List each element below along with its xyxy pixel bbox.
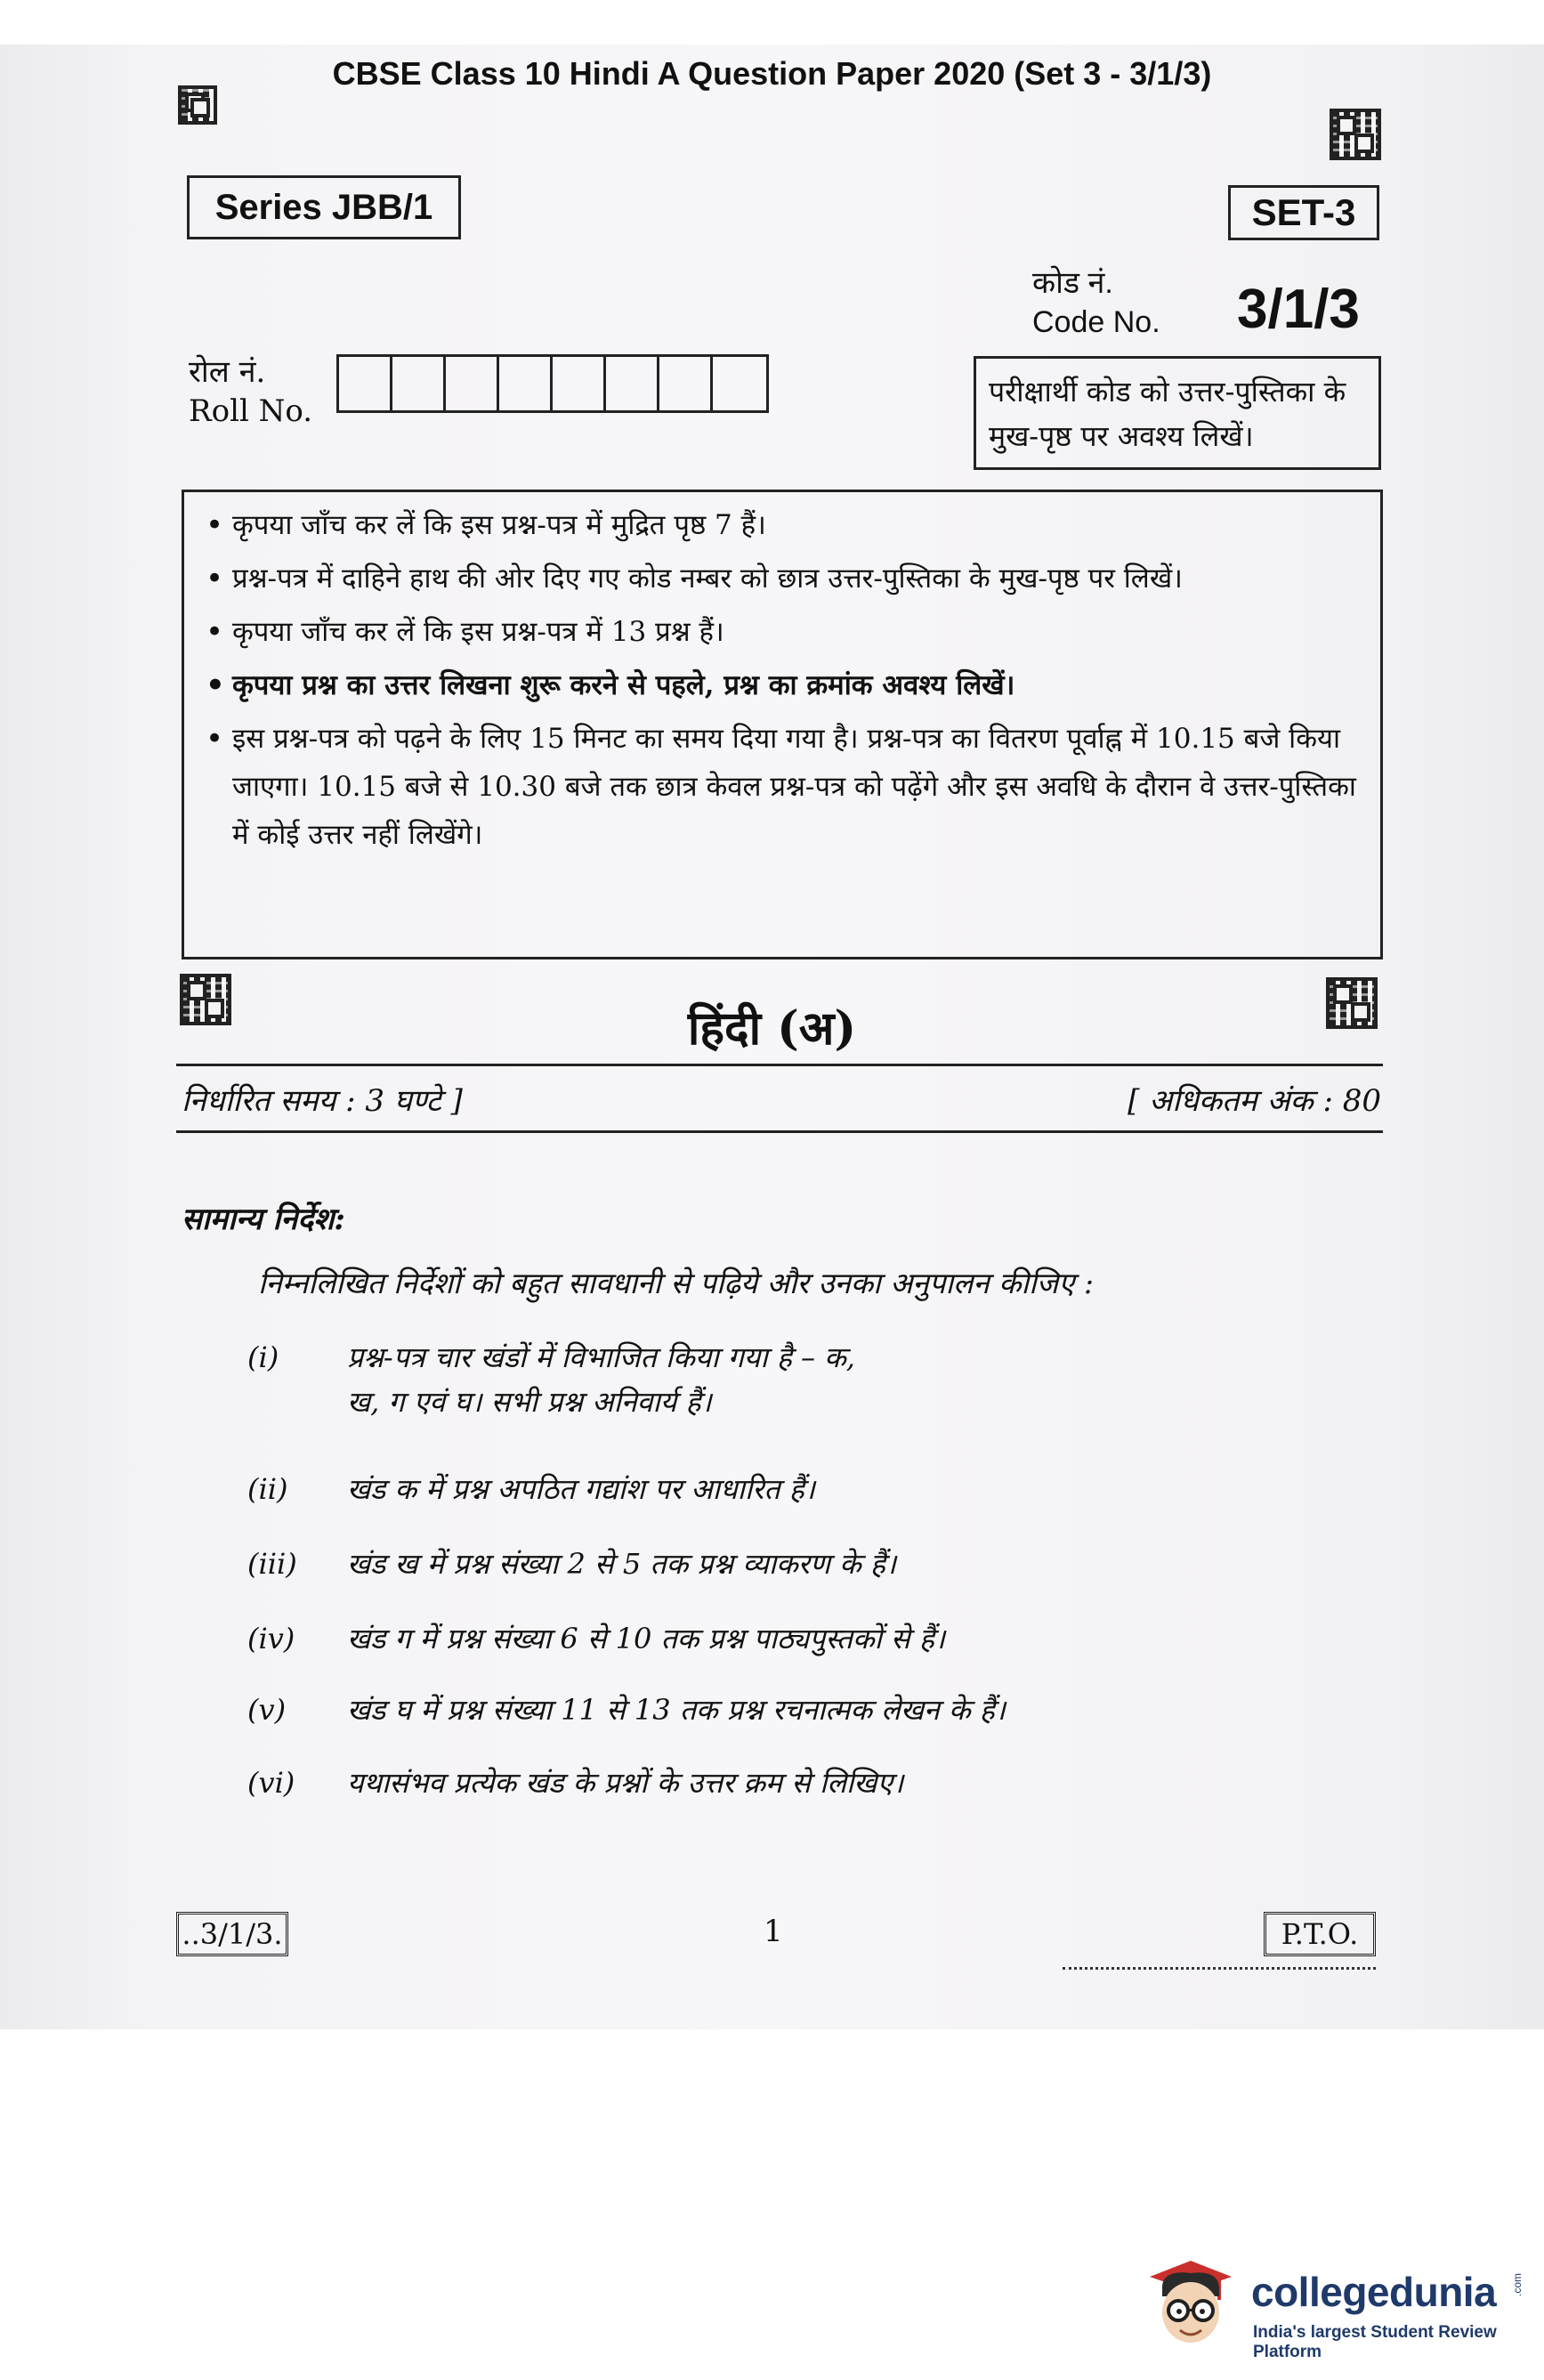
direction-item [247, 1335, 1226, 1433]
roll-digit-box [392, 357, 446, 410]
roll-number-label [189, 352, 312, 431]
maximum-marks: [ अधिकतम अंक : 80 [1128, 1083, 1381, 1119]
roll-digit-box [446, 357, 499, 410]
direction-number: (iii) [247, 1547, 297, 1581]
roll-label-hindi: रोल नं. [189, 354, 266, 390]
roll-digit-box [553, 357, 606, 410]
direction-number: (ii) [247, 1472, 288, 1506]
qr-code-top-right [1330, 109, 1381, 160]
notice-item: • कृपया जाँच कर लें कि इस प्रश्न-पत्र में 13 प्रश्न हैं। [200, 608, 1364, 656]
code-label-hindi: कोड नं. [1032, 266, 1113, 300]
roll-digit-box [339, 357, 392, 410]
direction-text: यथासंभव प्रत्येक खंड के प्रश्नों के उत्तर क्रम से लिखिए। [347, 1766, 904, 1800]
code-label-english: Code No. [1032, 305, 1160, 339]
student-mascot-icon [1146, 2259, 1235, 2352]
roll-digit-box [713, 357, 766, 410]
set-label: SET-3 [1228, 185, 1379, 240]
divider [176, 1064, 1383, 1066]
direction-number: (i) [247, 1340, 279, 1374]
brand-tagline: India's largest Student Review Platform [1253, 2323, 1497, 2361]
direction-text: खंड ख में प्रश्न संख्या 2 से 5 तक प्रश्न व्याकरण के हैं। [347, 1547, 896, 1581]
roll-digit-box [606, 357, 659, 410]
notice-item: • इस प्रश्न-पत्र को पढ़ने के लिए 15 मिनट का समय दिया गया है। प्रश्न-पत्र का वितरण पूर्वाह्न में 10.15 बजे किया जाएगा। 10.15 बजे से 10.30 बजे तक छात्र केवल प्रश्न-पत्र को पढ़ेंगे और इस अवधि के दौरान वे उत्तर-पुस्तिका में कोई उत्तर नहीं लिखेंगे। [200, 715, 1364, 859]
direction-text: खंड क में प्रश्न अपठित गद्यांश पर आधारित हैं। [347, 1472, 815, 1506]
collegedunia-logo[interactable] [1146, 2252, 1524, 2361]
series-label: Series JBB/1 [187, 175, 461, 239]
divider [176, 1130, 1383, 1133]
roll-label-english: Roll No. [189, 393, 313, 429]
roll-digit-box [659, 357, 713, 410]
code-number: 3/1/3 [1237, 279, 1360, 340]
time-allowed: निर्धारित समय : 3 घण्टे ] [182, 1083, 463, 1119]
direction-text: खंड ग में प्रश्न संख्या 6 से 10 तक प्रश्न पाठ्यपुस्तकों से हैं। [347, 1622, 945, 1655]
brand-domain-suffix: .com [1511, 2272, 1524, 2297]
document-title: CBSE Class 10 Hindi A Question Paper 2020 (Set 3 - 3/1/3) [332, 55, 1212, 92]
direction-number: (vi) [247, 1766, 295, 1800]
brand-name: collegedunia [1251, 2269, 1497, 2315]
roll-digit-box [499, 357, 553, 410]
candidate-code-instruction: परीक्षार्थी कोड को उत्तर-पुस्तिका के मुख-पृष्ठ पर अवश्य लिखें। [974, 356, 1381, 470]
direction-text: खंड घ में प्रश्न संख्या 11 से 13 तक प्रश्न रचनात्मक लेखन के हैं। [347, 1693, 1006, 1727]
direction-number: (v) [247, 1693, 287, 1727]
page-number: 1 [764, 1914, 783, 1949]
general-instructions-intro: निम्नलिखित निर्देशों को बहुत सावधानी से पढ़िये और उनका अनुपालन कीजिए : [258, 1266, 1094, 1300]
direction-number: (iv) [247, 1622, 295, 1655]
notice-box [182, 490, 1383, 959]
direction-text: प्रश्न-पत्र चार खंडों में विभाजित किया गया है – क, ख, ग एवं घ। सभी प्रश्न अनिवार्य हैं। [347, 1340, 855, 1419]
footer-paper-code: ..3/1/3. [176, 1912, 288, 1956]
roll-number-boxes [336, 354, 769, 413]
please-turn-over: P.T.O. [1264, 1912, 1376, 1956]
notice-item: • कृपया प्रश्न का उत्तर लिखना शुरू करने से पहले, प्रश्न का क्रमांक अवश्य लिखें। [200, 661, 1364, 709]
subject-title: हिंदी (अ) [687, 1001, 857, 1056]
footer-dotted-rule [1063, 1967, 1376, 1970]
qr-code-top-left [178, 85, 217, 125]
notice-item: • प्रश्न-पत्र में दाहिने हाथ की ओर दिए गए कोड नम्बर को छात्र उत्तर-पुस्तिका के मुख-पृष्ठ पर लिखें। [200, 555, 1364, 603]
notice-item: • कृपया जाँच कर लें कि इस प्रश्न-पत्र में मुद्रित पृष्ठ 7 हैं। [200, 501, 1364, 549]
general-instructions-title: सामान्य निर्देश: [182, 1202, 345, 1237]
code-label [1032, 263, 1160, 342]
